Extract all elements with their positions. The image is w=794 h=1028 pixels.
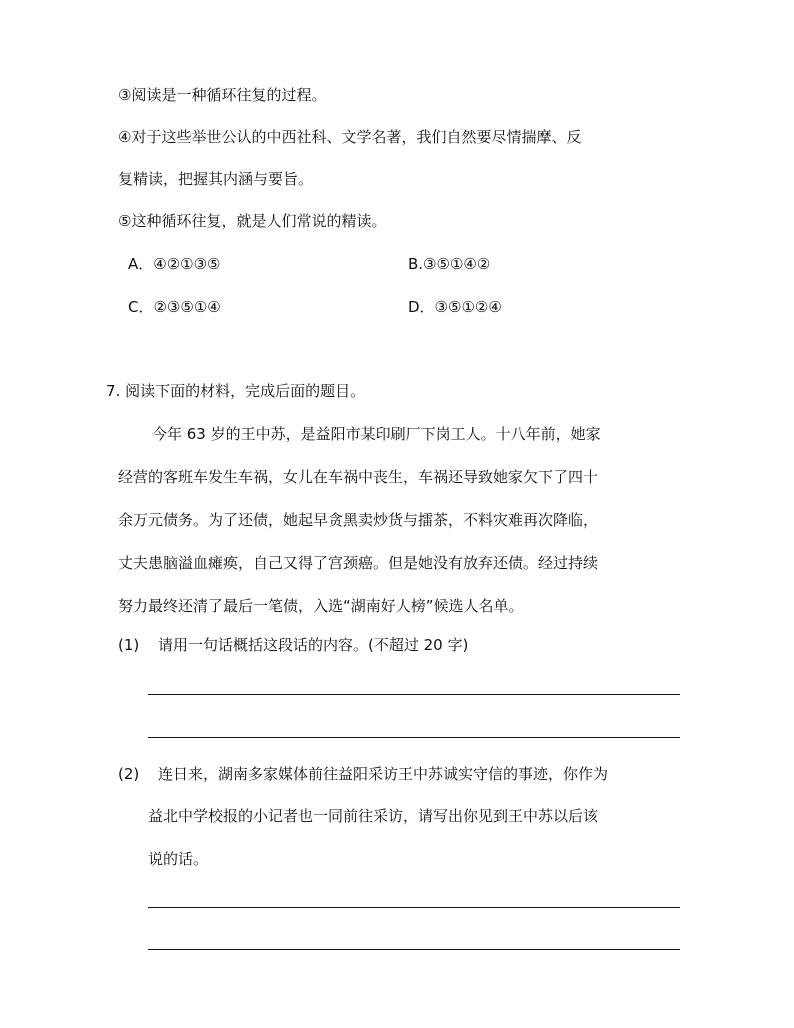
passage-line-1: 今年 63 岁的王中苏，是益阳市某印刷厂下岗工人。十八年前，她家 xyxy=(152,425,601,443)
sentence-5: ⑤这种循环往复，就是人们常说的精读。 xyxy=(118,212,387,230)
option-a: A．④②①③⑤ xyxy=(128,255,221,273)
passage-line-2: 经营的客班车发生车祸，女儿在车祸中丧生，车祸还导致她家欠下了四十 xyxy=(118,468,599,486)
sub-question-1-number: (1) xyxy=(118,636,140,654)
answer-line-3[interactable] xyxy=(148,907,680,908)
question-7-title: 7. 阅读下面的材料，完成后面的题目。 xyxy=(106,382,366,400)
answer-line-2[interactable] xyxy=(148,737,680,738)
passage-line-3: 余万元债务。为了还债，她起早贪黑卖炒货与擂茶，不料灾难再次降临， xyxy=(118,511,599,529)
sentence-4-line-1: ④对于这些举世公认的中西社科、文学名著，我们自然要尽情揣摩、反 xyxy=(118,128,582,146)
sub-question-2-line-2: 益北中学校报的小记者也一同前往采访，请写出你见到王中苏以后该 xyxy=(148,807,599,825)
sub-question-1-text: 请用一句话概括这段话的内容。(不超过 20 字) xyxy=(158,636,469,654)
sentence-3: ③阅读是一种循环往复的过程。 xyxy=(118,86,327,104)
option-b: B.③⑤①④② xyxy=(408,255,491,273)
sentence-4-line-2: 复精读，把握其内涵与要旨。 xyxy=(118,170,314,188)
option-c: C．②③⑤①④ xyxy=(128,298,221,316)
passage-line-4: 丈夫患脑溢血瘫痪，自己又得了宫颈癌。但是她没有放弃还债。经过持续 xyxy=(118,554,599,572)
sub-question-2-line-1: 连日来，湖南多家媒体前往益阳采访王中苏诚实守信的事迹，你作为 xyxy=(158,765,609,783)
answer-line-1[interactable] xyxy=(148,694,680,695)
passage-line-5: 努力最终还清了最后一笔债，入选“湖南好人榜”候选人名单。 xyxy=(118,597,524,615)
option-d: D．③⑤①②④ xyxy=(408,298,502,316)
answer-line-4[interactable] xyxy=(148,949,680,950)
sub-question-2-number: (2) xyxy=(118,765,140,783)
sub-question-2-line-3: 说的话。 xyxy=(148,850,209,868)
